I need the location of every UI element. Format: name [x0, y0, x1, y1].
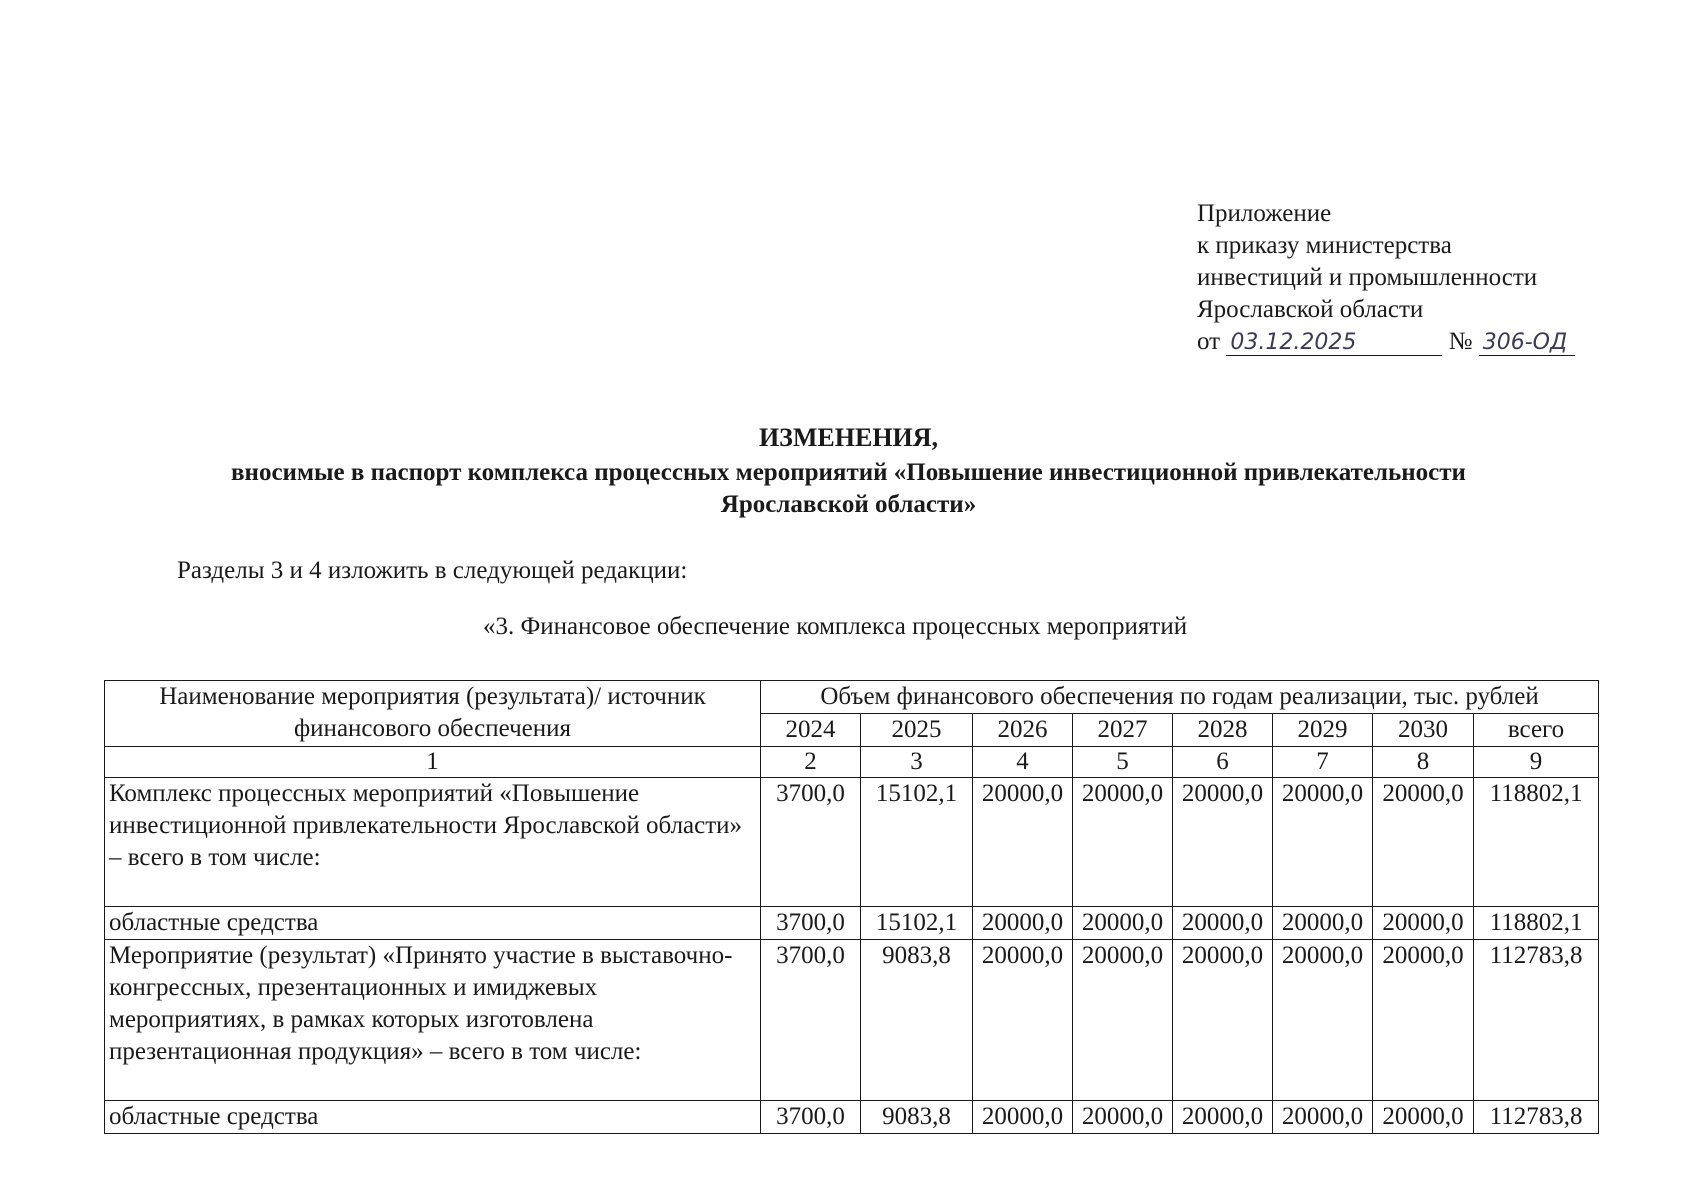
- value-cell: 20000,0: [1273, 1101, 1373, 1134]
- row-name-cell: областные средства: [105, 907, 761, 940]
- table-row: [105, 778, 1599, 907]
- value-cell: 15102,1: [861, 907, 973, 940]
- year-cell: 2025: [861, 714, 973, 747]
- document-subtitle-line-2: Ярославской области»: [720, 491, 977, 518]
- value-cell: 9083,8: [861, 940, 973, 1101]
- year-cell: 2030: [1373, 714, 1474, 747]
- column-number-cell: 8: [1373, 747, 1474, 778]
- value-cell: 3700,0: [761, 1101, 861, 1134]
- total-value-cell: 118802,1: [1474, 778, 1599, 907]
- appendix-date-number-line: [1197, 326, 1575, 358]
- value-cell: 20000,0: [1073, 940, 1173, 1101]
- row-name-cell: Комплекс процессных мероприятий «Повышение инвестиционной привлекательности Ярославской области» – всего в том числе:: [105, 778, 761, 907]
- column-number-cell: 2: [761, 747, 861, 778]
- column-number-cell: 1: [105, 747, 761, 778]
- value-cell: 20000,0: [973, 1101, 1073, 1134]
- value-cell: 20000,0: [1273, 778, 1373, 907]
- year-cell: 2027: [1073, 714, 1173, 747]
- column-number-cell: 7: [1273, 747, 1373, 778]
- column-number-cell: 6: [1173, 747, 1273, 778]
- table-row: [105, 907, 1599, 940]
- table-row: [105, 940, 1599, 1101]
- column-number-row: [105, 747, 1599, 778]
- column-number-cell: 4: [973, 747, 1073, 778]
- row-name-cell: Мероприятие (результат) «Принято участие в выставочно-конгрессных, презентационных и имиджевых мероприятиях, в рамках которых изготовлена презентационная продукция» – всего в том числе:: [105, 940, 761, 1101]
- value-cell: 20000,0: [973, 907, 1073, 940]
- handwritten-date: 03.12.2025: [1226, 331, 1442, 356]
- header-volume-cell: Объем финансового обеспечения по годам реализации, тыс. рублей: [761, 681, 1599, 714]
- value-cell: 20000,0: [1273, 940, 1373, 1101]
- value-cell: 20000,0: [1273, 907, 1373, 940]
- document-title: ИЗМЕНЕНИЯ,: [758, 423, 939, 452]
- value-cell: 20000,0: [1173, 907, 1273, 940]
- value-cell: 20000,0: [1173, 778, 1273, 907]
- total-value-cell: 112783,8: [1474, 1101, 1599, 1134]
- year-cell: 2029: [1273, 714, 1373, 747]
- value-cell: 20000,0: [1073, 1101, 1173, 1134]
- appendix-line: Ярославской области: [1197, 296, 1424, 323]
- handwritten-number: 306-ОД: [1479, 331, 1575, 356]
- value-cell: 15102,1: [861, 778, 973, 907]
- value-cell: 3700,0: [761, 778, 861, 907]
- table-row: [105, 1101, 1599, 1134]
- section-title: «3. Финансовое обеспечение комплекса процессных мероприятий: [483, 613, 1188, 640]
- value-cell: 20000,0: [1373, 778, 1474, 907]
- row-name-cell: областные средства: [105, 1101, 761, 1134]
- value-cell: 20000,0: [973, 778, 1073, 907]
- value-cell: 3700,0: [761, 940, 861, 1101]
- value-cell: 20000,0: [973, 940, 1073, 1101]
- appendix-line: инвестиций и промышленности: [1197, 264, 1538, 291]
- intro-paragraph: Разделы 3 и 4 изложить в следующей редакции:: [177, 557, 688, 584]
- number-prefix: №: [1448, 328, 1473, 355]
- value-cell: 20000,0: [1373, 940, 1474, 1101]
- value-cell: 3700,0: [761, 907, 861, 940]
- value-cell: 20000,0: [1373, 907, 1474, 940]
- value-cell: 9083,8: [861, 1101, 973, 1134]
- value-cell: 20000,0: [1073, 778, 1173, 907]
- table-header-row: [105, 681, 1599, 714]
- column-number-cell: 3: [861, 747, 973, 778]
- value-cell: 20000,0: [1173, 1101, 1273, 1134]
- value-cell: 20000,0: [1073, 907, 1173, 940]
- year-cell: 2026: [973, 714, 1073, 747]
- total-header-cell: всего: [1474, 714, 1599, 747]
- column-number-cell: 5: [1073, 747, 1173, 778]
- value-cell: 20000,0: [1173, 940, 1273, 1101]
- date-prefix: от: [1197, 328, 1221, 355]
- total-value-cell: 118802,1: [1474, 907, 1599, 940]
- financing-table: [104, 680, 1599, 1134]
- appendix-line: к приказу министерства: [1197, 232, 1452, 259]
- header-name-cell: Наименование мероприятия (результата)/ источник финансового обеспечения: [105, 681, 761, 747]
- document-subtitle-line-1: вносимые в паспорт комплекса процессных мероприятий «Повышение инвестиционной привлекательности: [231, 459, 1466, 486]
- year-cell: 2024: [761, 714, 861, 747]
- appendix-line: Приложение: [1197, 200, 1332, 227]
- value-cell: 20000,0: [1373, 1101, 1474, 1134]
- appendix-block: [1197, 198, 1575, 358]
- column-number-cell: 9: [1474, 747, 1599, 778]
- year-cell: 2028: [1173, 714, 1273, 747]
- total-value-cell: 112783,8: [1474, 940, 1599, 1101]
